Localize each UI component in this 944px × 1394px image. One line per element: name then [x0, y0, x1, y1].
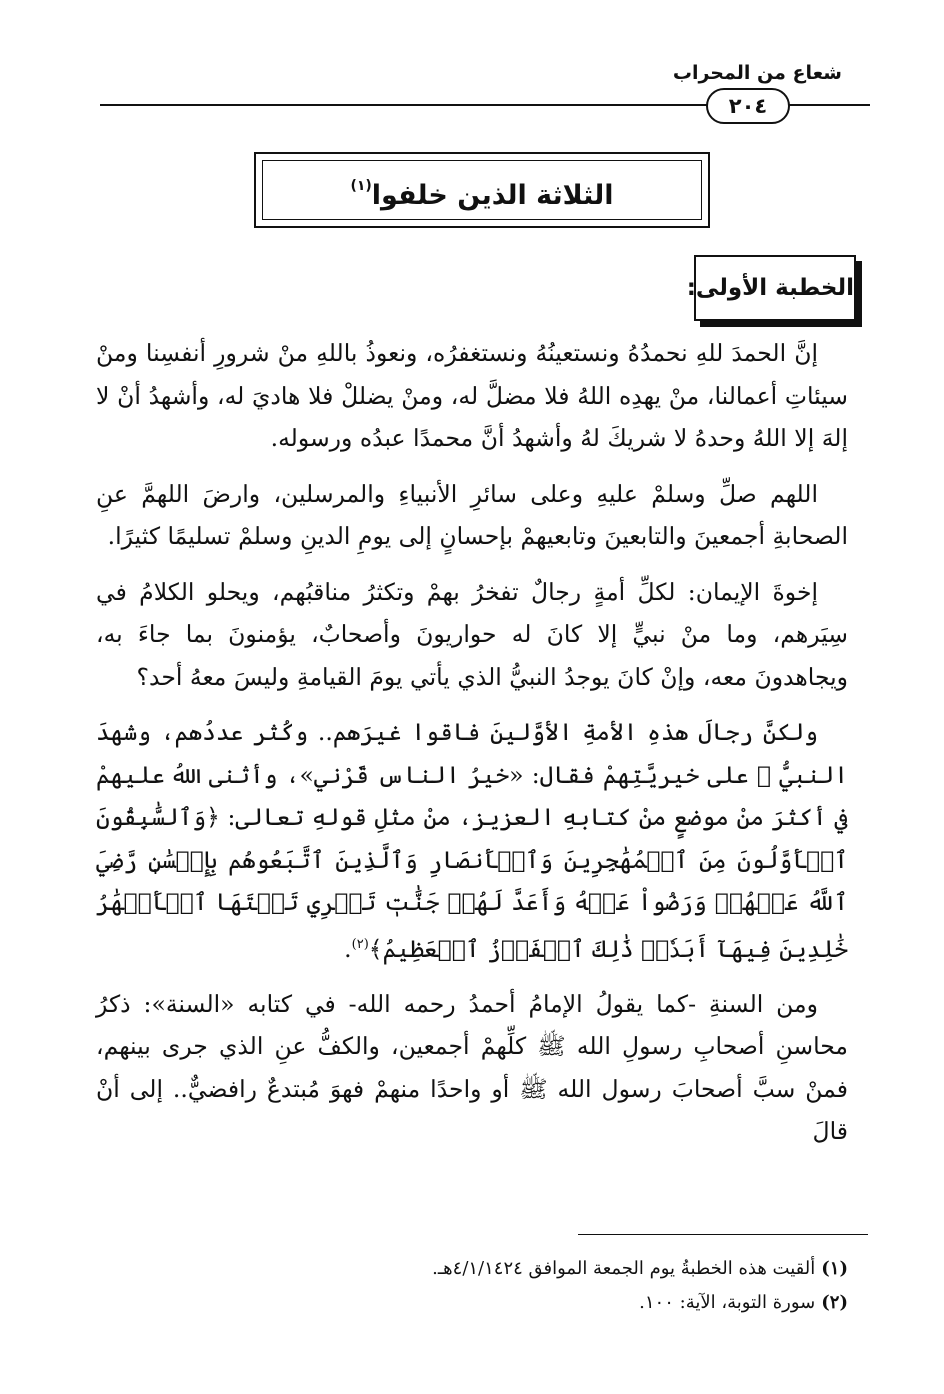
page-title-text: الثلاثة الذين خلفوا	[371, 180, 614, 211]
footnote-number: (١)	[821, 1258, 848, 1279]
section-heading-box	[686, 255, 856, 321]
page-number: ٢٠٤	[706, 88, 790, 124]
footnote-item	[96, 1286, 848, 1320]
running-title: شعاع من المحراب	[672, 62, 842, 84]
title-frame	[254, 152, 710, 228]
paragraph-ikhwa: إخوةَ الإيمان: لكلِّ أمةٍ رجالٌ تفخرُ بهمْ وتكثرُ مناقبُهم، ويحلو الكلامُ في سِيَرهم، وما منْ نبيٍّ إلا كانَ له حواريونَ وأصحابٌ، يؤمنونَ بما جاءَ به، ويجاهدونَ معه، وإنْ كانَ يوجدُ النبيُّ الذي يأتي يومَ القيامةِ وليسَ معهُ أحد؟	[96, 577, 848, 691]
body-text	[96, 332, 848, 1153]
footnote-number: (٢)	[821, 1292, 848, 1313]
paragraph-companions-text: ولكنَّ رجالَ هذهِ الأمةِ الأوَّلينَ فاقوا غيرَهم.. وكُثر عددُهم، وشهدَ النبيُّ ﷺ على خيريَّتِهمْ فقال: «خيرُ الناس قَرْني»، وأثنى اللهُ عليهمْ في أكثرَ منْ موضعٍ منْ كتابهِ العزيز، منْ مثلِ قولهِ تعالى:	[96, 718, 848, 831]
title-footnote-ref: (١)	[350, 178, 372, 194]
footnotes	[96, 1252, 848, 1320]
footnote-text: سورة التوبة، الآية: ١٠٠.	[639, 1292, 816, 1313]
footnote-text: ألقيت هذه الخطبةُ يوم الجمعة الموافق ٤/١/١٤٢٤هـ.	[432, 1258, 816, 1279]
paragraph-salawat: اللهم صلِّ وسلمْ عليهِ وعلى سائرِ الأنبياءِ والمرسلين، وارضَ اللهمَّ عنِ الصحابةِ أجمعينَ والتابعينَ وتابعيهمْ بإحسانٍ إلى يومِ الدينِ وسلمْ تسليمًا كثيرًا.	[96, 479, 848, 550]
quote-footnote-ref: (٢)	[351, 936, 369, 952]
section-heading: الخطبة الأولى:	[686, 275, 854, 301]
footnote-item	[96, 1252, 848, 1286]
footnote-rule	[578, 1234, 868, 1235]
quran-quote: ﴿وَٱلسَّٰبِقُونَ ٱلۡأَوَّلُونَ مِنَ ٱلۡمُهَٰجِرِينَ وَٱلۡأَنصَارِ وَٱلَّذِينَ ٱتَّبَعُوهُم بِإِحۡسَٰنٖ رَّضِيَ ٱللَّهُ عَنۡهُمۡ وَرَضُواْ عَنۡهُ وَأَعَدَّ لَهُمۡ جَنَّٰتٖ تَجۡرِي تَحۡتَهَا ٱلۡأَنۡهَٰرُ خَٰلِدِينَ فِيهَآ أَبَدٗاۚ ذَٰلِكَ ٱلۡفَوۡزُ ٱلۡعَظِيمُ﴾	[96, 803, 848, 963]
page-title	[256, 154, 708, 226]
paragraph-sunnah: ومن السنةِ -كما يقولُ الإمامُ أحمدُ رحمه الله- في كتابه «السنة»: ذكرُ محاسنِ أصحابِ رسولِ الله ﷺ كلِّهمْ أجمعين، والكفُّ عنِ الذي جرى بينهم، فمنْ سبَّ أصحابَ رسول الله ﷺ أو واحدًا منهمْ فهوَ مُبتدعٌ رافضيٌّ.. إلى أنْ قالَ	[96, 989, 848, 1146]
paragraph-companions: ولكنَّ رجالَ هذهِ الأمةِ الأوَّلينَ فاقوا غيرَهم.. وكُثر عددُهم، وشهدَ النبيُّ ﷺ على خيريَّتِهمْ فقال: «خيرُ الناس قَرْني»، وأثنى اللهُ عليهمْ في أكثرَ منْ موضعٍ منْ كتابهِ العزيز، منْ مثلِ قولهِ تعالى: ﴿وَٱلسَّٰبِقُونَ ٱلۡأَوَّلُونَ مِنَ ٱلۡمُهَٰجِرِينَ وَٱلۡأَنصَارِ وَٱلَّذِينَ ٱتَّبَعُوهُم بِإِحۡسَٰنٖ رَّضِيَ ٱللَّهُ عَنۡهُمۡ وَرَضُواْ عَنۡهُ وَأَعَدَّ لَهُمۡ جَنَّٰتٖ تَجۡرِي تَحۡتَهَا ٱلۡأَنۡهَٰرُ خَٰلِدِينَ فِيهَآ أَبَدٗاۚ ذَٰلِكَ ٱلۡفَوۡزُ ٱلۡعَظِيمُ﴾$^{(٢)}$.	[96, 718, 848, 963]
paragraph-opening: إنَّ الحمدَ للهِ نحمدُهُ ونستعينُهُ ونستغفرُه، ونعوذُ باللهِ منْ شرورِ أنفسِنا ومنْ سيئاتِ أعمالنا، منْ يهدِه اللهُ فلا مضلَّ له، ومنْ يضللْ فلا هاديَ له، وأشهدُ أنْ لا إلهَ إلا اللهُ وحدهُ لا شريكَ لهُ وأشهدُ أنَّ محمدًا عبدُه ورسوله.	[96, 339, 848, 452]
